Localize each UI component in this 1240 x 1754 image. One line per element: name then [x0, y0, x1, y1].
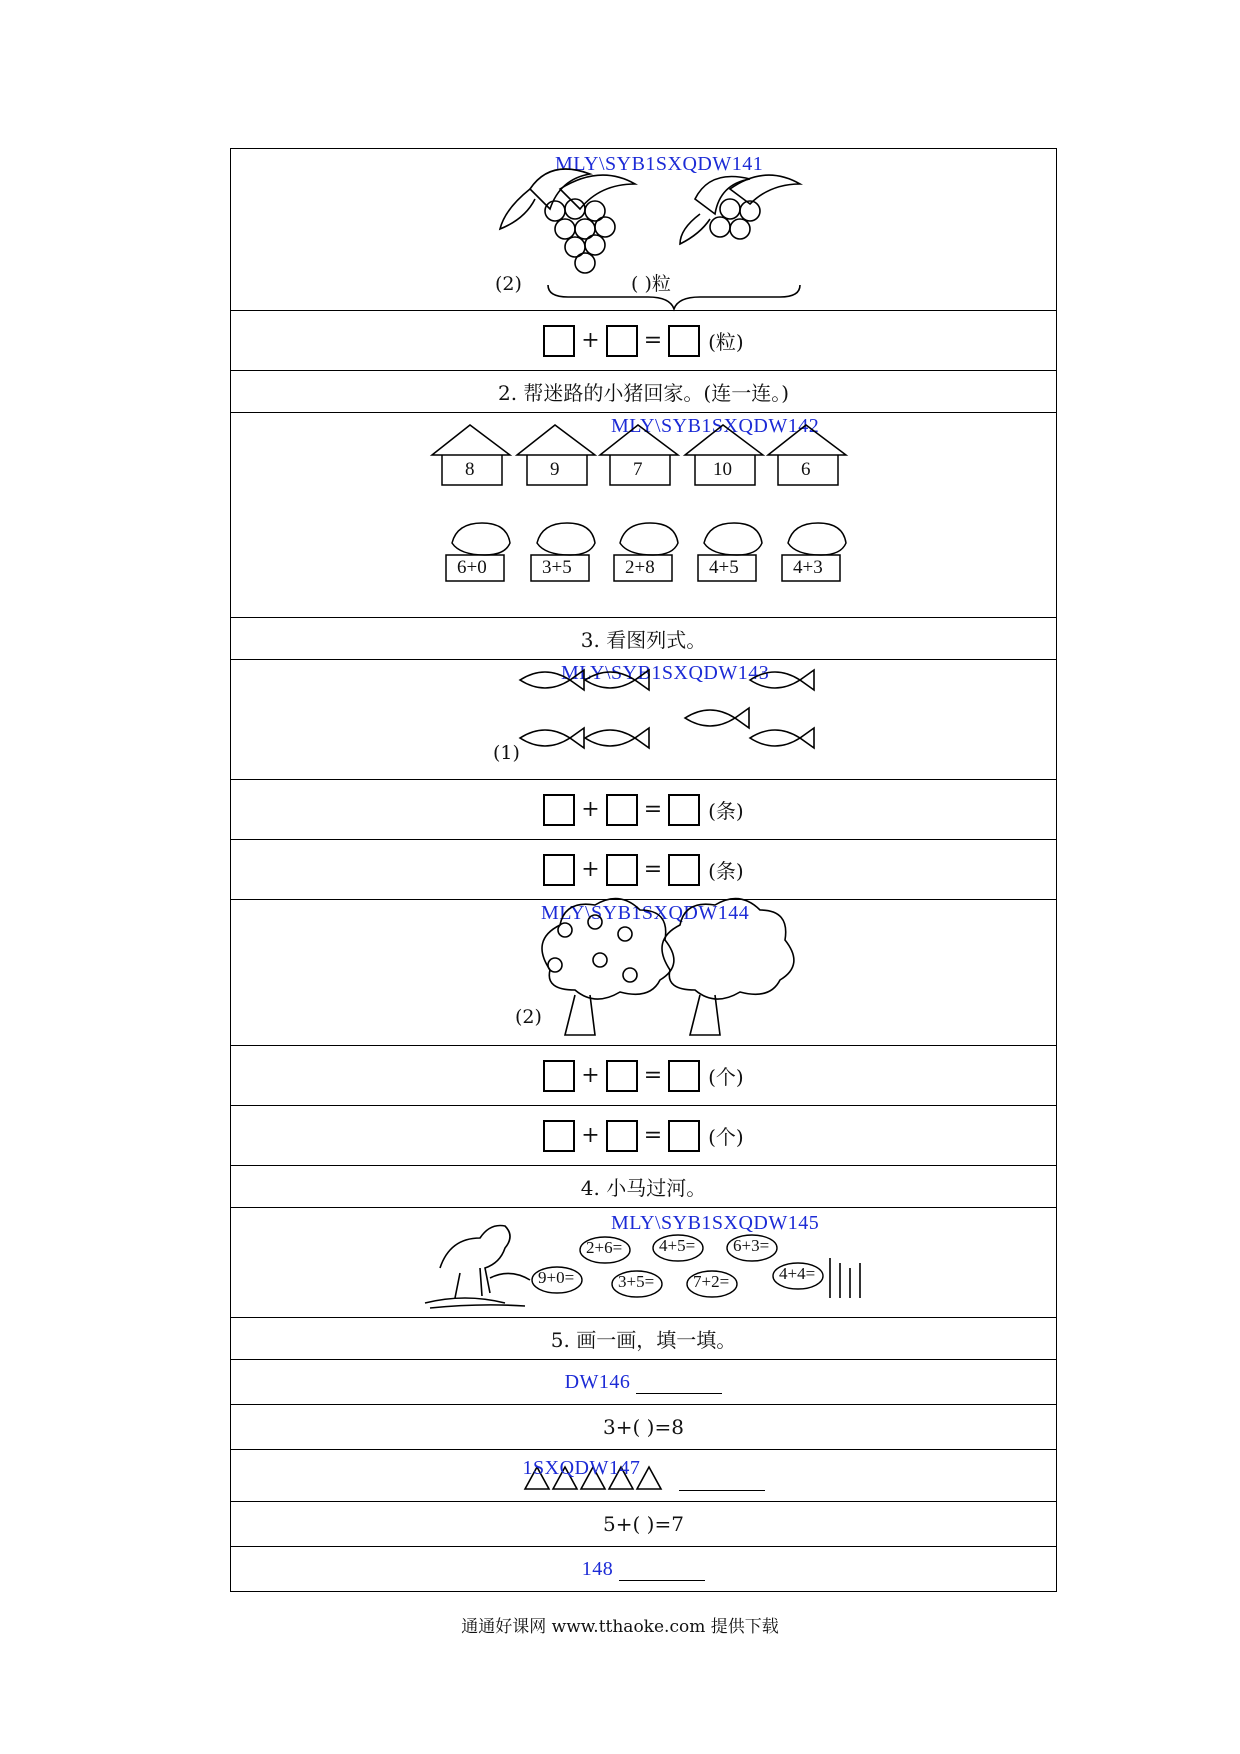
image-code-141: MLY\SYB1SXQDW141 [555, 153, 764, 175]
question-5-title-row [231, 1318, 1056, 1360]
page-footer: 通通好课网 www.tthaoke.com 提供下载 [461, 1617, 779, 1637]
stone-expression: 9+0= [538, 1268, 575, 1287]
unit-label: (个) [708, 1065, 744, 1089]
question-2-title-row [231, 371, 1056, 413]
image-code-144: MLY\SYB1SXQDW144 [541, 902, 750, 924]
question-3-title: 3. 看图列式。 [580, 628, 707, 652]
answer-box[interactable] [668, 1060, 700, 1092]
answer-box[interactable] [606, 325, 638, 357]
image-code-143: MLY\SYB1SXQDW143 [561, 662, 770, 684]
horse-river-row [231, 1208, 1056, 1318]
answer-box[interactable] [606, 854, 638, 886]
plus-sign: + [581, 797, 600, 822]
grapes-picture-row [231, 149, 1056, 311]
image-code-142: MLY\SYB1SXQDW142 [611, 415, 820, 437]
answer-line[interactable] [619, 1560, 705, 1581]
answer-box[interactable] [543, 794, 575, 826]
plus-sign: + [581, 857, 600, 882]
fill-row-1 [231, 1405, 1056, 1450]
answer-box[interactable] [606, 1120, 638, 1152]
fish-picture-row [231, 660, 1056, 780]
draw-shapes-group [565, 1371, 723, 1394]
fill-row-2 [231, 1502, 1056, 1547]
trees-picture-row [231, 900, 1056, 1046]
answer-box[interactable] [668, 1120, 700, 1152]
trees-equation-row-2 [231, 1106, 1056, 1166]
addition-equation [543, 1060, 743, 1092]
stone-expression: 4+5= [659, 1236, 696, 1255]
pig-expression: 3+5 [542, 557, 572, 578]
answer-box[interactable] [668, 794, 700, 826]
answer-box[interactable] [606, 794, 638, 826]
house-number: 8 [465, 459, 475, 480]
fish-equation-row-1 [231, 780, 1056, 840]
sub-question-label: (2) [515, 1006, 542, 1028]
question-2-title: 2. 帮迷路的小猪回家。(连一连。) [497, 381, 790, 405]
answer-box[interactable] [543, 854, 575, 886]
house-number: 10 [713, 459, 732, 480]
unit-label: (条) [708, 859, 744, 883]
question-4-title-row [231, 1166, 1056, 1208]
addition-equation [543, 794, 743, 826]
draw-row-3 [231, 1547, 1056, 1591]
answer-box[interactable] [543, 1060, 575, 1092]
draw-shapes-group [522, 1456, 765, 1491]
stone-expression: 6+3= [733, 1236, 770, 1255]
house-number: 6 [801, 459, 811, 480]
pig-expression: 4+5 [709, 557, 739, 578]
answer-box[interactable] [543, 1120, 575, 1152]
image-code-146: DW146 [564, 1370, 631, 1393]
question-5-title: 5. 画一画，填一填。 [550, 1328, 737, 1352]
unit-label: (粒) [708, 330, 744, 354]
horse-illustration [230, 1208, 1057, 1318]
house-number: 9 [550, 459, 560, 480]
addition-equation [543, 854, 743, 886]
draw-row-1 [231, 1360, 1056, 1405]
question-4-title: 4. 小马过河。 [580, 1176, 707, 1200]
houses-pigs-row [231, 413, 1056, 618]
total-grapes-blank[interactable]: ( )粒 [631, 273, 671, 295]
equals-sign: = [643, 1063, 663, 1088]
house-number: 7 [633, 459, 643, 480]
addition-equation [543, 1120, 743, 1152]
image-code-147: 1SXQDW147 [522, 1456, 641, 1479]
plus-sign: + [581, 328, 600, 353]
equals-sign: = [643, 328, 663, 353]
draw-row-2 [231, 1450, 1056, 1502]
draw-shapes-group [582, 1558, 706, 1581]
plus-sign: + [581, 1123, 600, 1148]
image-code-145: MLY\SYB1SXQDW145 [611, 1212, 820, 1234]
equals-sign: = [643, 1123, 663, 1148]
plus-sign: + [581, 1063, 600, 1088]
stone-expression: 7+2= [693, 1272, 730, 1291]
answer-box[interactable] [606, 1060, 638, 1092]
sub-question-label: (1) [493, 742, 520, 764]
trees-illustration [230, 900, 1057, 1046]
stone-expression: 3+5= [618, 1272, 655, 1291]
pig-expression: 6+0 [457, 557, 487, 578]
answer-box[interactable] [668, 854, 700, 886]
fish-illustration [230, 660, 1057, 780]
fill-expression[interactable]: 3+( )=8 [603, 1415, 684, 1439]
worksheet-table [230, 148, 1057, 1592]
unit-label: (条) [708, 799, 744, 823]
pig-expression: 2+8 [625, 557, 655, 578]
pig-expression: 4+3 [793, 557, 823, 578]
answer-box[interactable] [668, 325, 700, 357]
stone-expression: 2+6= [586, 1238, 623, 1257]
unit-label: (个) [708, 1125, 744, 1149]
answer-line[interactable] [636, 1373, 722, 1394]
fish-equation-row-2 [231, 840, 1056, 900]
houses-illustration [230, 413, 1057, 618]
question-3-title-row [231, 618, 1056, 660]
sub-question-label: (2) [495, 273, 522, 295]
addition-equation [543, 325, 743, 357]
trees-equation-row-1 [231, 1046, 1056, 1106]
grapes-equation-row [231, 311, 1056, 371]
equals-sign: = [643, 797, 663, 822]
answer-box[interactable] [543, 325, 575, 357]
answer-line[interactable] [679, 1470, 765, 1491]
image-code-148: 148 [581, 1557, 614, 1580]
fill-expression[interactable]: 5+( )=7 [603, 1512, 684, 1536]
stone-expression: 4+4= [779, 1264, 816, 1283]
equals-sign: = [643, 857, 663, 882]
